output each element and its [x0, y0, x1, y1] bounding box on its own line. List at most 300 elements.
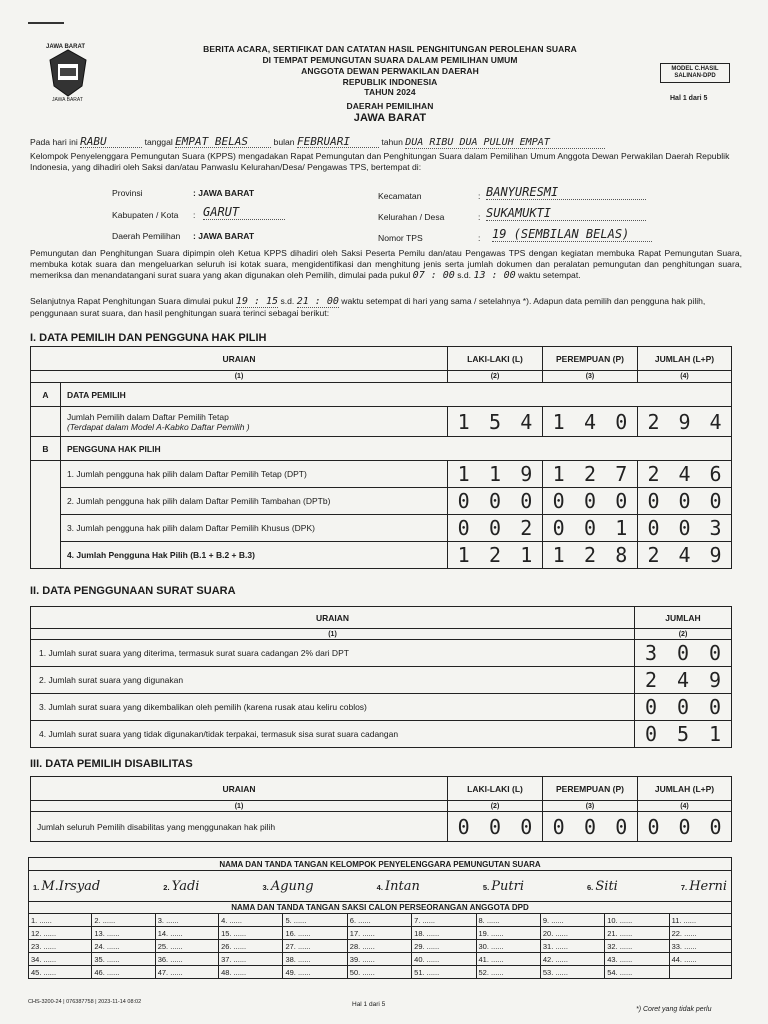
- section3-title: III. DATA PEMILIH DISABILITAS: [30, 758, 193, 770]
- count-start-label: Selanjutnya Rapat Penghitungan Suara dimulai pukul: [30, 296, 234, 306]
- saksi-number: 21.: [607, 928, 618, 938]
- bulan-value: FEBRUARI: [297, 136, 379, 148]
- saksi-dots: ......: [37, 915, 52, 925]
- s1-head-uraian: URAIAN: [31, 347, 448, 371]
- s1-a-title: DATA PEMILIH: [60, 383, 731, 407]
- saksi-number: 14.: [157, 928, 169, 938]
- saksi-number: 51.: [414, 967, 425, 977]
- digit: 0: [552, 489, 565, 513]
- s1-num1: (1): [31, 371, 448, 383]
- procedure-start-time: 07 : 00: [412, 270, 455, 281]
- section1-table: [30, 346, 732, 569]
- saksi-cell: [476, 953, 540, 966]
- saksi-cell: [347, 966, 411, 979]
- digit: 3: [644, 641, 658, 665]
- saksi-dots: ......: [484, 915, 500, 925]
- saksi-cell: [155, 953, 218, 966]
- provinsi-label: Provinsi: [112, 188, 143, 198]
- kpps-name: Yadi: [171, 878, 200, 894]
- saksi-dots: ......: [617, 915, 633, 925]
- s1-a-label-main: Jumlah Pemilih dalam Daftar Pemilih Tetap: [66, 411, 229, 422]
- section3-table: [30, 776, 732, 842]
- saksi-cell: [412, 927, 476, 940]
- saksi-cell: [476, 914, 540, 927]
- count-paragraph: [30, 296, 742, 319]
- s1-b-title: PENGGUNA HAK PILIH: [60, 437, 731, 461]
- digit: 1: [552, 543, 565, 567]
- saksi-cell: [29, 927, 92, 940]
- digit: 0: [615, 814, 628, 839]
- digit: 0: [678, 516, 691, 540]
- saksi-number: 34.: [31, 954, 42, 964]
- section2-table: [30, 606, 732, 748]
- saksi-cell: [155, 914, 218, 927]
- saksi-cell: [669, 914, 731, 927]
- tahun-label: tahun: [381, 137, 403, 147]
- digit: 4: [678, 462, 691, 486]
- saksi-number: 54.: [607, 967, 618, 977]
- saksi-dots: ......: [617, 941, 633, 951]
- s2-row1-label: 1. Jumlah surat suara yang diterima, termasuk surat suara cadangan 2% dari DPT: [31, 640, 635, 667]
- saksi-dots: ......: [617, 954, 633, 964]
- digit: 0: [647, 814, 660, 839]
- digit: 4: [678, 543, 691, 567]
- kpps-title: NAMA DAN TANDA TANGAN KELOMPOK PENYELENGGARA PEMUNGUTAN SUARA: [29, 858, 732, 871]
- saksi-dots: ......: [41, 967, 57, 977]
- saksi-number: 23.: [31, 941, 42, 951]
- digit: 4: [709, 409, 722, 434]
- saksi-number: 11.: [671, 915, 682, 925]
- saksi-cell: [92, 966, 155, 979]
- saksi-dots: ......: [291, 915, 307, 925]
- saksi-number: 41.: [478, 954, 489, 964]
- saksi-number: 10.: [607, 915, 618, 925]
- saksi-number: 26.: [221, 941, 232, 951]
- digit: 0: [583, 814, 596, 839]
- s1-a-perempuan: [543, 407, 638, 437]
- digit: 0: [583, 516, 596, 540]
- digit: 9: [709, 543, 722, 567]
- s1-b1-label: 1. Jumlah pengguna hak pilih dalam Daftar Pemilih Tetap (DPT): [60, 461, 447, 488]
- kpps-name: Agung: [270, 878, 314, 894]
- saksi-number: 38.: [285, 954, 296, 964]
- saksi-cell: [412, 914, 476, 927]
- kpps-row: [29, 871, 732, 902]
- procedure-sd: s.d.: [457, 270, 472, 280]
- saksi-number: 16.: [285, 928, 296, 938]
- digit: 0: [708, 641, 722, 665]
- saksi-number: 42.: [542, 954, 554, 964]
- digit: 0: [678, 814, 691, 839]
- logo-text-top: JAWA BARAT: [46, 44, 85, 50]
- digit: 0: [644, 722, 658, 746]
- saksi-number: 50.: [349, 967, 361, 977]
- digit: 2: [647, 543, 660, 567]
- s1-a-jumlah: [637, 407, 731, 437]
- s1-b2-label: 2. Jumlah pengguna hak pilih dalam Daftar Pemilih Tambahan (DPTb): [60, 488, 447, 515]
- section1-title: I. DATA PEMILIH DAN PENGGUNA HAK PILIH: [30, 332, 267, 344]
- saksi-dots: ......: [168, 954, 183, 964]
- procedure-text: Pemungutan dan Penghitungan Suara dipimpin oleh Ketua KPPS dihadiri oleh Saksi Peserta Pemilu dan/atau Pengawas TPS dengan kegiatan membuka Rapat Pemungutan Suara, membuka kotak suara dan mengeluarkan seluruh isi kotak suara, mengidentifikasi dan menghitung jenis serta jumlah dokumen dan peralatan pemungutan dan penghitungan suara, memeriksa dan menandatangani surat suara yang akan digunakan oleh Pemilih, dimulai pada pukul: [30, 248, 742, 280]
- kecamatan-label: Kecamatan: [378, 191, 422, 201]
- saksi-cell: [155, 966, 218, 979]
- digit: 6: [709, 462, 722, 486]
- kabupaten-colon: :: [193, 210, 196, 220]
- digit: 0: [709, 814, 722, 839]
- saksi-number: 17.: [349, 928, 361, 938]
- saksi-cell: [347, 940, 411, 953]
- digit: 2: [647, 409, 660, 434]
- saksi-dots: ......: [424, 954, 440, 964]
- digit: 0: [615, 489, 628, 513]
- digit: 1: [457, 409, 470, 434]
- digit: 0: [457, 814, 470, 839]
- digit: 2: [520, 516, 533, 540]
- saksi-dots: ......: [295, 967, 311, 977]
- s3-head-laki: LAKI-LAKI (L): [448, 777, 543, 801]
- opening-line: [30, 136, 740, 149]
- s2-row3-label: 3. Jumlah surat suara yang dikembalikan oleh pemilih (karena rusak atau keliru coblos): [31, 694, 635, 721]
- kpps-signatures: [33, 879, 727, 894]
- s3-num3: (3): [543, 801, 638, 812]
- saksi-dots: ......: [295, 954, 311, 964]
- table-row: [31, 488, 732, 515]
- table-row: [31, 461, 732, 488]
- kpps-no: 1.: [33, 882, 40, 892]
- digit: 2: [644, 668, 658, 692]
- table-row: [31, 640, 732, 667]
- saksi-number: 30.: [478, 941, 489, 951]
- saksi-cell: [283, 966, 347, 979]
- kabupaten-label: Kabupaten / Kota: [112, 210, 179, 220]
- saksi-number: 3.: [157, 915, 164, 925]
- digit: 0: [552, 516, 565, 540]
- kpps-name: Intan: [385, 878, 420, 894]
- s2-num1: (1): [31, 629, 635, 640]
- saksi-cell: [412, 940, 476, 953]
- saksi-number: 33.: [671, 941, 683, 951]
- saksi-row: [29, 940, 732, 953]
- saksi-dots: ......: [231, 954, 247, 964]
- s1-head-jumlah: JUMLAH (L+P): [637, 347, 731, 371]
- saksi-number: 8.: [478, 915, 485, 925]
- saksi-number: 31.: [542, 941, 554, 951]
- tps-colon: :: [478, 233, 481, 243]
- kpps-signature-5: [483, 879, 524, 894]
- saksi-number: 32.: [607, 941, 618, 951]
- saksi-number: 15.: [221, 928, 232, 938]
- saksi-dots: ......: [360, 928, 375, 938]
- saksi-number: 29.: [414, 941, 425, 951]
- saksi-row: [29, 927, 732, 940]
- saksi-number: 27.: [285, 941, 296, 951]
- saksi-dots: ......: [41, 954, 57, 964]
- saksi-cell: [476, 927, 540, 940]
- saksi-number: 44.: [671, 954, 683, 964]
- saksi-cell: [283, 927, 347, 940]
- kpu-logo: [40, 42, 96, 104]
- s2-row2-label: 2. Jumlah surat suara yang digunakan: [31, 667, 635, 694]
- saksi-cell: [605, 953, 669, 966]
- saksi-dots: ......: [682, 928, 697, 938]
- saksi-cell: [219, 953, 283, 966]
- title-line-2: DI TEMPAT PEMUNGUTAN SUARA DALAM PEMILIHAN UMUM: [262, 55, 518, 65]
- saksi-dots: ......: [488, 941, 504, 951]
- s1-b4-label: 4. Jumlah Pengguna Hak Pilih (B.1 + B.2 + B.3): [60, 542, 447, 569]
- kpps-no: 4.: [376, 882, 383, 892]
- saksi-row: [29, 966, 732, 979]
- saksi-dots: ......: [168, 967, 183, 977]
- digit: 9: [708, 668, 722, 692]
- kpps-no: 7.: [680, 882, 688, 892]
- s2-head-jumlah: JUMLAH: [635, 607, 732, 629]
- digit: 1: [488, 462, 502, 486]
- saksi-number: 22.: [671, 928, 683, 938]
- saksi-number: 6.: [349, 915, 357, 925]
- digit: 0: [709, 489, 722, 513]
- saksi-cell: [540, 914, 604, 927]
- s1-a-laki: [448, 407, 543, 437]
- digit: 5: [488, 409, 502, 434]
- saksi-dots: ......: [553, 954, 568, 964]
- digit: 0: [615, 409, 628, 434]
- tps-label: Nomor TPS: [378, 233, 423, 243]
- saksi-dots: ......: [617, 967, 633, 977]
- kecamatan-colon: :: [478, 191, 481, 201]
- kecamatan-value: BANYURESMI: [486, 185, 646, 200]
- digit: 0: [488, 814, 502, 839]
- s1-a-label-sub: (Terdapat dalam Model A-Kabko Daftar Pemilih ): [66, 421, 250, 432]
- procedure-paragraph: [30, 248, 742, 281]
- kelurahan-colon: :: [478, 212, 481, 222]
- saksi-dots: ......: [617, 928, 633, 938]
- digit: 2: [488, 543, 502, 567]
- kpps-no: 2.: [163, 882, 170, 892]
- digit: 1: [615, 516, 628, 540]
- s2-head-uraian: URAIAN: [31, 607, 635, 629]
- s3-num1: (1): [31, 801, 448, 812]
- kpps-name: M.Irsyad: [41, 878, 101, 894]
- table-row: [31, 694, 732, 721]
- kpps-signature-1: [33, 879, 100, 894]
- digit: 1: [552, 462, 565, 486]
- s3-head-uraian: URAIAN: [31, 777, 448, 801]
- saksi-number: 18.: [414, 928, 425, 938]
- saksi-cell: [605, 914, 669, 927]
- saksi-cell: [219, 927, 283, 940]
- kpps-name: Putri: [491, 878, 524, 894]
- digit: 2: [583, 543, 596, 567]
- saksi-dots: ......: [41, 941, 57, 951]
- saksi-cell: [155, 927, 218, 940]
- saksi-cell: [540, 927, 604, 940]
- saksi-dots: ......: [41, 928, 57, 938]
- digit: 9: [520, 462, 533, 486]
- footer-page: Hal 1 dari 5: [352, 1001, 386, 1008]
- digit: 0: [644, 695, 658, 719]
- saksi-dots: ......: [168, 941, 183, 951]
- digit: 7: [615, 462, 628, 486]
- saksi-number: 25.: [157, 941, 169, 951]
- digit: 0: [520, 489, 533, 513]
- logo-text-bottom: JAWA BARAT: [52, 97, 83, 103]
- saksi-cell: [29, 953, 92, 966]
- procedure-tail: waktu setempat.: [518, 270, 581, 280]
- digit: 1: [457, 462, 470, 486]
- kabupaten-value: GARUT: [203, 205, 285, 220]
- saksi-dots: ......: [360, 954, 375, 964]
- saksi-cell: [347, 953, 411, 966]
- kpps-signature-7: [681, 879, 727, 894]
- saksi-dots: ......: [681, 915, 697, 925]
- saksi-cell: [347, 914, 411, 927]
- s1-a-row-label: [60, 407, 447, 437]
- saksi-cell: [347, 927, 411, 940]
- digit: 8: [615, 543, 628, 567]
- saksi-dots: ......: [295, 941, 311, 951]
- saksi-number: 24.: [94, 941, 105, 951]
- tps-value: 19 (SEMBILAN BELAS): [492, 227, 652, 242]
- saksi-cell: [412, 953, 476, 966]
- saksi-dots: ......: [295, 928, 311, 938]
- saksi-cell: [605, 927, 669, 940]
- digit: 0: [520, 814, 533, 839]
- table-row: [31, 542, 732, 569]
- saksi-number: 4.: [221, 915, 228, 925]
- daerah-pemilihan-value: : JAWA BARAT: [193, 231, 255, 241]
- saksi-dots: ......: [163, 915, 179, 925]
- s2-row4-label: 4. Jumlah surat suara yang tidak digunakan/tidak terpakai, termasuk sisa surat suara cadangan: [31, 721, 635, 748]
- digit: 4: [676, 668, 690, 692]
- saksi-number: 19.: [478, 928, 489, 938]
- saksi-number: 52.: [478, 967, 489, 977]
- kpps-signature-3: [262, 879, 313, 894]
- saksi-number: 35.: [94, 954, 105, 964]
- hari-value: RABU: [80, 136, 142, 148]
- saksi-cell: [669, 940, 731, 953]
- title-line-3: ANGGOTA DEWAN PERWAKILAN DAERAH: [301, 66, 479, 76]
- saksi-row: [29, 914, 732, 927]
- count-start-time: 19 : 15: [235, 296, 279, 307]
- saksi-number: 20.: [542, 928, 554, 938]
- saksi-number: 46.: [94, 967, 105, 977]
- saksi-dots: ......: [424, 967, 440, 977]
- saksi-dots: ......: [227, 915, 242, 925]
- digit: 0: [488, 489, 502, 513]
- saksi-title: NAMA DAN TANDA TANGAN SAKSI CALON PERSEORANGAN ANGGOTA DPD: [29, 902, 732, 914]
- saksi-dots: ......: [420, 915, 436, 925]
- signature-table: [28, 857, 732, 979]
- saksi-cell: [29, 940, 92, 953]
- daerah-label: DAERAH PEMILIHAN: [346, 101, 434, 111]
- model-box: MODEL C.HASIL SALINAN-DPD: [660, 63, 730, 83]
- kpps-signature-4: [377, 879, 420, 894]
- digit: 5: [676, 722, 690, 746]
- saksi-cell: [92, 940, 155, 953]
- kpps-no: 6.: [587, 882, 594, 892]
- saksi-dots: ......: [682, 954, 697, 964]
- opening-paragraph: Kelompok Penyelenggara Pemungutan Suara (KPPS) mengadakan Rapat Pemungutan dan Penghitungan Suara dalam Pemilihan Umum Anggota Dewan Perwakilan Daerah Republik Indonesia, yang dihadiri oleh Saksi dan/atau Panwaslu Kelurahan/Desa/ Pengawas TPS, bertempat di:: [30, 151, 730, 172]
- saksi-dots: ......: [104, 967, 120, 977]
- saksi-cell: [92, 927, 155, 940]
- saksi-number: 36.: [157, 954, 169, 964]
- digit: 2: [647, 462, 660, 486]
- table-row: [31, 515, 732, 542]
- kpps-name: Herni: [689, 878, 727, 894]
- tahun-value: DUA RIBU DUA PULUH EMPAT: [405, 137, 605, 149]
- digit: 1: [457, 543, 470, 567]
- s1-head-perempuan: PEREMPUAN (P): [543, 347, 638, 371]
- s3-head-jumlah: JUMLAH (L+P): [637, 777, 731, 801]
- saksi-dots: ......: [488, 954, 504, 964]
- saksi-cell: [605, 966, 669, 979]
- saksi-dots: ......: [168, 928, 183, 938]
- kpps-signature-2: [163, 879, 199, 894]
- saksi-cell: [669, 966, 731, 979]
- digit: 1: [552, 409, 565, 434]
- kpps-name: Siti: [595, 878, 618, 894]
- s3-row-label: Jumlah seluruh Pemilih disabilitas yang menggunakan hak pilih: [31, 812, 448, 842]
- saksi-cell: [412, 966, 476, 979]
- saksi-number: 1.: [31, 915, 38, 925]
- saksi-dots: ......: [356, 915, 371, 925]
- saksi-number: 2.: [94, 915, 101, 925]
- tanggal-value: EMPAT BELAS: [175, 136, 271, 148]
- bulan-label: bulan: [273, 137, 295, 147]
- saksi-cell: [155, 940, 218, 953]
- table-row: [31, 812, 732, 842]
- saksi-cell: [219, 940, 283, 953]
- saksi-cell: [540, 940, 604, 953]
- kelurahan-label: Kelurahan / Desa: [378, 212, 445, 222]
- digit: 0: [647, 489, 660, 513]
- procedure-end-time: 13 : 00: [473, 270, 516, 281]
- top-mark: [28, 22, 64, 24]
- saksi-dots: ......: [104, 928, 120, 938]
- saksi-cell: [605, 940, 669, 953]
- count-sd: s.d.: [280, 296, 295, 306]
- s1-num4: (4): [637, 371, 731, 383]
- saksi-number: 45.: [31, 967, 42, 977]
- saksi-dots: ......: [360, 967, 375, 977]
- saksi-dots: ......: [553, 928, 568, 938]
- kpps-no: 3.: [262, 882, 269, 892]
- s1-b3-label: 3. Jumlah pengguna hak pilih dalam Daftar Pemilih Khusus (DPK): [60, 515, 447, 542]
- saksi-cell: [540, 953, 604, 966]
- kelurahan-value: SUKAMUKTI: [486, 206, 646, 221]
- saksi-dots: ......: [488, 967, 504, 977]
- saksi-number: 37.: [221, 954, 232, 964]
- saksi-dots: ......: [360, 941, 375, 951]
- saksi-number: 40.: [414, 954, 425, 964]
- saksi-cell: [219, 966, 283, 979]
- s1-num3: (3): [543, 371, 638, 383]
- s3-num2: (2): [448, 801, 543, 812]
- saksi-number: 49.: [285, 967, 296, 977]
- saksi-dots: ......: [424, 928, 440, 938]
- tanggal-label: tanggal: [144, 137, 173, 147]
- saksi-cell: [219, 914, 283, 927]
- s3-head-perempuan: PEREMPUAN (P): [543, 777, 638, 801]
- digit: 0: [457, 489, 470, 513]
- count-end-time: 21 : 00: [296, 296, 339, 307]
- saksi-cell: [540, 966, 604, 979]
- digit: 4: [583, 409, 596, 434]
- saksi-dots: ......: [104, 954, 120, 964]
- title-line-1: BERITA ACARA, SERTIFIKAT DAN CATATAN HASIL PENGHITUNGAN PEROLEHAN SUARA: [203, 44, 577, 54]
- saksi-dots: ......: [231, 967, 247, 977]
- kpps-no: 5.: [482, 882, 490, 892]
